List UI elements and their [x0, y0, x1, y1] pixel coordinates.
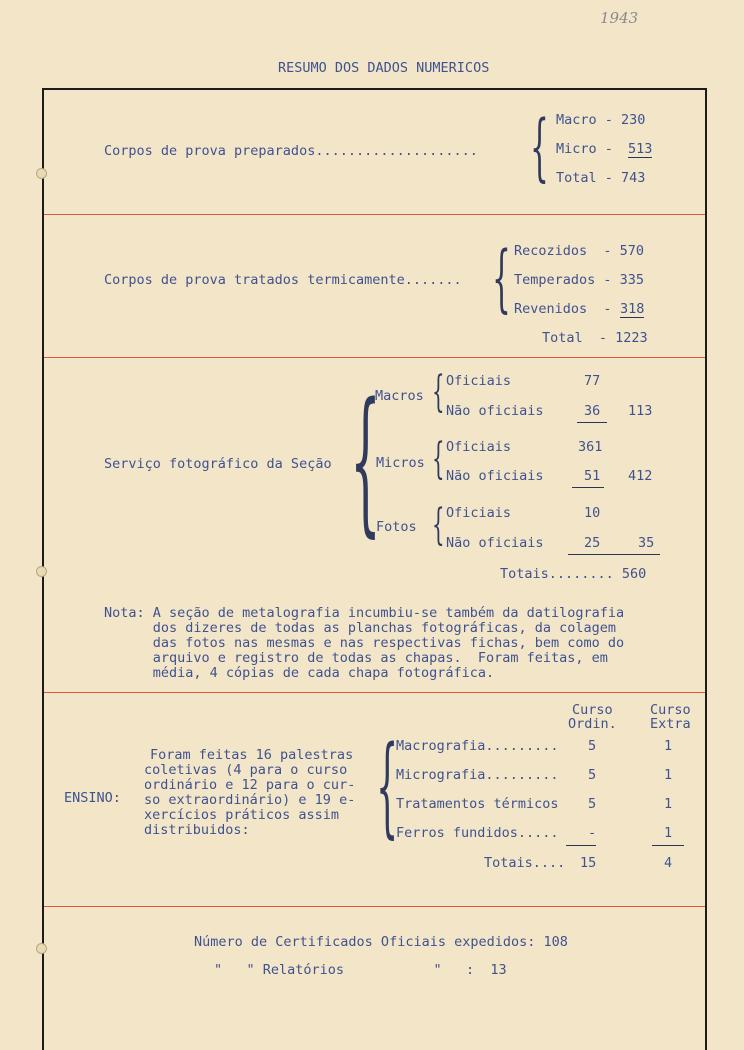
ensino-row-c1: 5: [588, 738, 597, 754]
underline: [577, 422, 607, 423]
ensino-totais-label: Totais....: [484, 855, 566, 871]
section-divider: [44, 906, 705, 907]
ensino-row-c1: 5: [588, 767, 597, 783]
micros-oficiais: Oficiais: [446, 439, 512, 455]
sec1-label: Corpos de prova preparados....................: [104, 143, 478, 159]
sec1-total: Total - 743: [556, 170, 646, 186]
page-title: RESUMO DOS DADOS NUMERICOS: [278, 60, 490, 76]
micros-nao-oficiais-value: 51: [584, 468, 601, 484]
underline: [566, 845, 596, 846]
brace-icon: {: [432, 434, 445, 484]
fotos-oficiais: Oficiais: [446, 505, 512, 521]
sec2-temperados: Temperados - 335: [514, 272, 645, 288]
nota-line: arquivo e registro de todas as chapas. Foram feitas, em: [104, 650, 608, 666]
macros-nao-oficiais-value: 36: [584, 403, 601, 419]
fotos-label: Fotos: [376, 519, 417, 535]
col2-header: Curso: [650, 702, 691, 718]
nota-line: dos dizeres de todas as planchas fotográficas, da colagem: [104, 620, 617, 636]
sec1-macro: Macro - 230: [556, 112, 646, 128]
col1-header: Ordin.: [568, 716, 617, 732]
brace-icon: {: [432, 367, 445, 417]
nota-line: média, 4 cópias de cada chapa fotográfica.: [104, 665, 495, 681]
underline: [652, 845, 684, 846]
macros-nao-oficiais: Não oficiais: [446, 403, 544, 419]
ensino-text: ordinário e 12 para o cur-: [144, 777, 356, 793]
ensino-row-c1: 5: [588, 796, 597, 812]
fotos-nao-oficiais: Não oficiais: [446, 535, 544, 551]
relatorios-line: " " Relatórios " : 13: [214, 962, 507, 978]
section-divider: [44, 357, 705, 358]
fotos-nao-oficiais-value: 25: [584, 535, 601, 551]
sec2-recozidos: Recozidos - 570: [514, 243, 645, 259]
ensino-totais-c1: 15: [580, 855, 597, 871]
brace-icon: {: [376, 722, 399, 850]
macros-oficiais: Oficiais: [446, 373, 512, 389]
col2-header: Extra: [650, 716, 691, 732]
ensino-text: xercícios práticos assim: [144, 807, 340, 823]
nota-line: das fotos nas mesmas e nas respectivas fichas, bem como do: [104, 635, 625, 651]
sec2-total: Total - 1223: [542, 330, 648, 346]
ensino-text: so extraordinário) e 19 e-: [144, 792, 356, 808]
punch-hole: [36, 943, 47, 954]
fotos-sum: 35: [638, 535, 655, 551]
sec2-revenidos-value: 318: [620, 301, 645, 317]
ensino-row-c2: 1: [664, 738, 673, 754]
certificados-line: Número de Certificados Oficiais expedidos: 108: [194, 934, 568, 950]
ensino-text: distribuidos:: [144, 822, 250, 838]
section-divider: [44, 692, 705, 693]
sec2-label: Corpos de prova tratados termicamente.......: [104, 272, 462, 288]
col1-header: Curso: [572, 702, 613, 718]
ensino-text: Foram feitas 16 palestras: [150, 747, 354, 763]
brace-icon: {: [530, 104, 549, 190]
sec3-label: Serviço fotográfico da Seção: [104, 456, 332, 472]
underline: [572, 487, 604, 488]
macros-oficiais-value: 77: [584, 373, 601, 389]
brace-icon: {: [492, 235, 511, 321]
ensino-row-label: Tratamentos térmicos: [396, 796, 559, 812]
ensino-row-label: Macrografia.........: [396, 738, 559, 754]
underline: [568, 554, 660, 555]
brace-icon: {: [350, 370, 381, 553]
section-divider: [44, 214, 705, 215]
micros-nao-oficiais: Não oficiais: [446, 468, 544, 484]
macros-label: Macros: [375, 388, 424, 404]
ensino-row-c2: 1: [664, 796, 673, 812]
sec1-micro-value: 513: [628, 141, 653, 157]
sec3-totais: Totais........ 560: [500, 566, 647, 582]
ensino-text: coletivas (4 para o curso: [144, 762, 348, 778]
sec1-micro: Micro -: [556, 141, 622, 157]
ensino-label: ENSINO:: [64, 790, 121, 806]
sec2-revenidos: Revenidos -: [514, 301, 620, 317]
ensino-row-label: Ferros fundidos.....: [396, 825, 559, 841]
ensino-row-c1: -: [588, 825, 597, 841]
micros-sum: 412: [628, 468, 653, 484]
fotos-oficiais-value: 10: [584, 505, 601, 521]
micros-oficiais-value: 361: [578, 439, 603, 455]
ensino-row-label: Micrografia.........: [396, 767, 559, 783]
ensino-row-c2: 1: [664, 825, 673, 841]
handwritten-year: 1943: [600, 9, 639, 27]
punch-hole: [36, 168, 47, 179]
punch-hole: [36, 566, 47, 577]
brace-icon: {: [432, 500, 445, 550]
nota-line: Nota: A seção de metalografia incumbiu-se também da datilografia: [104, 605, 625, 621]
ensino-row-c2: 1: [664, 767, 673, 783]
micros-label: Micros: [376, 455, 425, 471]
ensino-totais-c2: 4: [664, 855, 673, 871]
macros-sum: 113: [628, 403, 653, 419]
